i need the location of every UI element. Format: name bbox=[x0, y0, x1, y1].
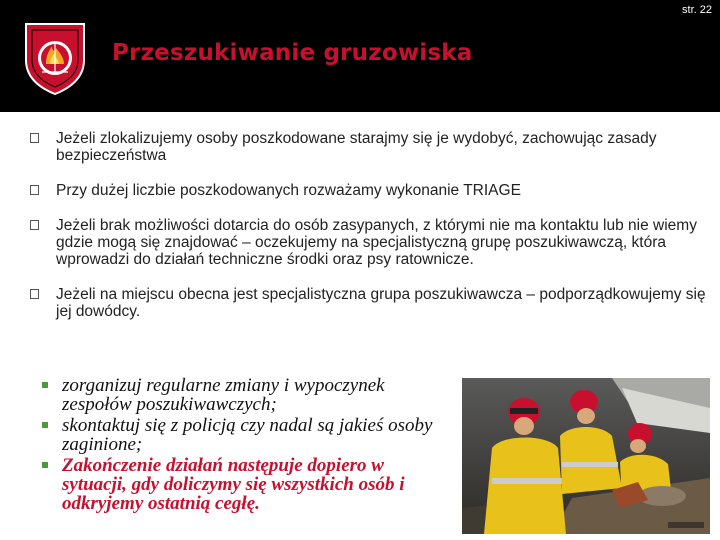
square-bullet-icon bbox=[42, 462, 48, 468]
square-bullet-icon bbox=[42, 382, 48, 388]
sub-bullet-text: skontaktuj się z policją czy nadal są jakieś osoby zaginione; bbox=[62, 415, 433, 455]
bullet-item bbox=[30, 217, 710, 268]
bullet-text: Przy dużej liczbie poszkodowanych rozważamy wykonanie TRIAGE bbox=[56, 182, 521, 199]
sub-bullet-text: zorganizuj regularne zmiany i wypoczynek zespołów poszukiwawczych; bbox=[62, 375, 385, 415]
sub-bullet-item bbox=[40, 376, 440, 414]
slide-header bbox=[0, 0, 720, 112]
checkbox-bullet-icon bbox=[30, 289, 39, 299]
bullet-text: Jeżeli na miejscu obecna jest specjalistyczna grupa poszukiwawcza – podporządkowujemy się jej dowódcy. bbox=[56, 286, 706, 320]
checkbox-bullet-icon bbox=[30, 220, 39, 230]
bullet-item bbox=[30, 182, 710, 199]
sub-bullet-text: Zakończenie działań następuje dopiero w sytuacji, gdy doliczymy się wszystkich osób i odkryjemy ostatnią cegłę. bbox=[62, 455, 405, 514]
checkbox-bullet-icon bbox=[30, 133, 39, 143]
slide-title: Przeszukiwanie gruzowiska bbox=[112, 40, 473, 66]
bullet-item bbox=[30, 130, 710, 164]
rescue-team-photo bbox=[462, 378, 710, 534]
square-bullet-icon bbox=[42, 422, 48, 428]
bullet-text: Jeżeli zlokalizujemy osoby poszkodowane starajmy się je wydobyć, zachowując zasady bezpieczeństwa bbox=[56, 130, 657, 164]
bullet-item bbox=[30, 286, 710, 320]
fire-brigade-emblem-icon bbox=[20, 20, 90, 96]
page-number: str. 22 bbox=[682, 4, 712, 16]
bullet-text: Jeżeli brak możliwości dotarcia do osób zasypanych, z którymi nie ma kontaktu lub nie wiemy gdzie mogą się znajdować – oczekujemy na specjalistyczną grupę poszukiwawczą, która wprowadzi do działań techniczne środki oraz psy ratownicze. bbox=[56, 217, 697, 268]
sub-bullet-item-final bbox=[40, 456, 440, 513]
checkbox-bullet-icon bbox=[30, 185, 39, 195]
sub-bullet-list bbox=[40, 376, 440, 515]
bullet-list bbox=[30, 130, 710, 336]
sub-bullet-item bbox=[40, 416, 440, 454]
